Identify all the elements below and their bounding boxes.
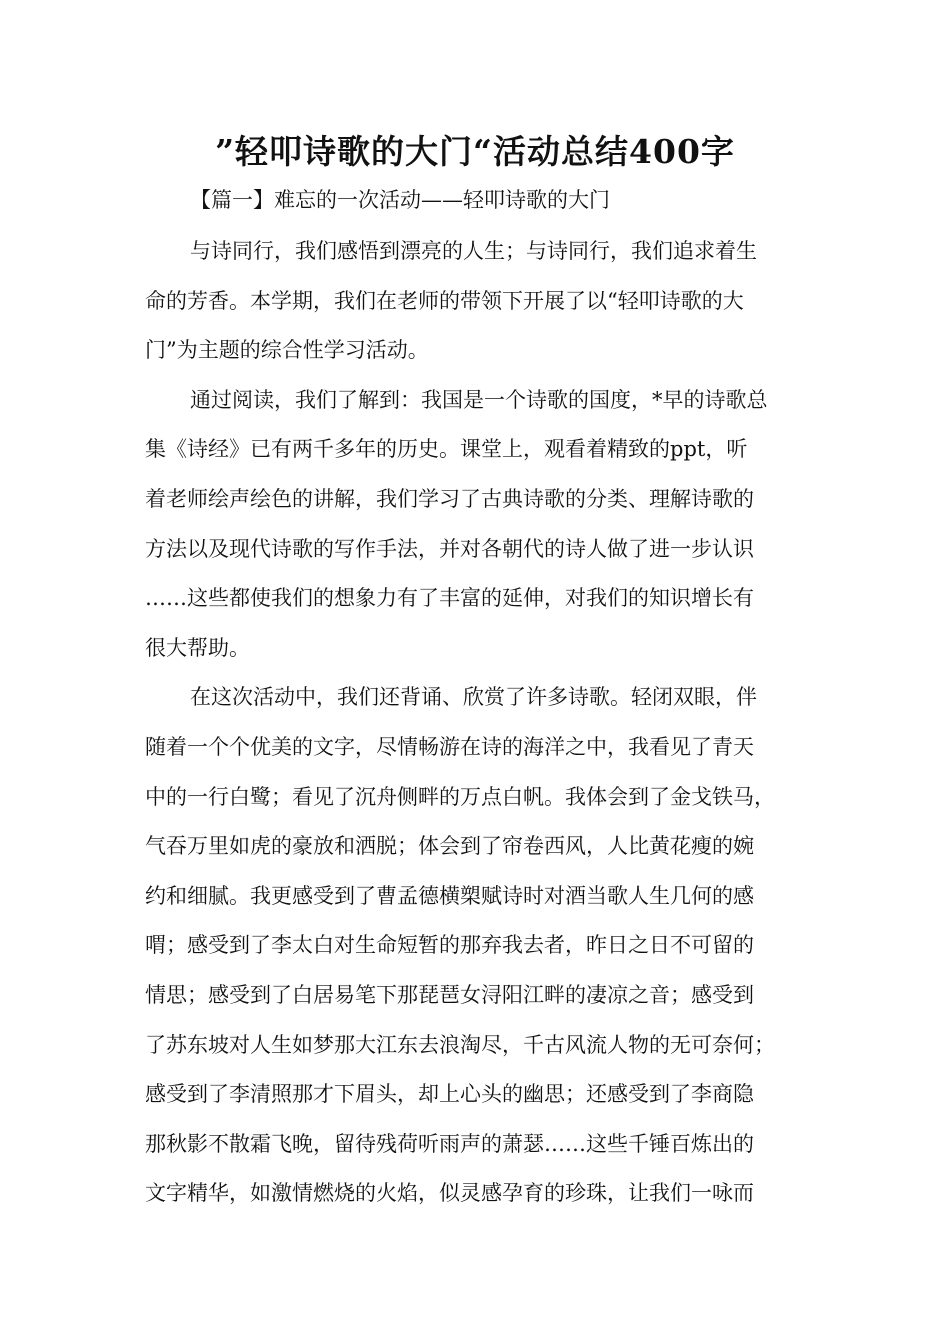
body-text-line: 喟；感受到了李太白对生命短暂的那弃我去者，昨日之日不可留的 bbox=[145, 933, 754, 958]
body-text-line: 命的芳香。本学期，我们在老师的带领下开展了以“轻叩诗歌的大 bbox=[145, 288, 744, 313]
section-heading: 【篇一】难忘的一次活动——轻叩诗歌的大门 bbox=[190, 188, 610, 212]
body-text-line: ……这些都使我们的想象力有了丰富的延伸，对我们的知识增长有 bbox=[145, 586, 754, 611]
body-text-line: 很大帮助。 bbox=[145, 635, 250, 660]
body-text-line: 在这次活动中，我们还背诵、欣赏了许多诗歌。轻闭双眼，伴 bbox=[190, 685, 757, 710]
body-text-line: 感受到了李清照那才下眉头，却上心头的幽思；还感受到了李商隐 bbox=[145, 1082, 754, 1107]
body-text-line: 门”为主题的综合性学习活动。 bbox=[145, 338, 429, 363]
body-text-line: 文字精华，如激情燃烧的火焰，似灵感孕育的珍珠，让我们一咏而 bbox=[145, 1181, 754, 1206]
body-text-line: 中的一行白鹭；看见了沉舟侧畔的万点白帆。我体会到了金戈铁马， bbox=[145, 784, 775, 809]
body-text-line: 气吞万里如虎的豪放和洒脱；体会到了帘卷西风，人比黄花瘦的婉 bbox=[145, 834, 754, 859]
body-text-line: 着老师绘声绘色的讲解，我们学习了古典诗歌的分类、理解诗歌的 bbox=[145, 486, 754, 511]
body-text-line: 那秋影不散霜飞晚，留待残荷听雨声的萧瑟……这些千锤百炼出的 bbox=[145, 1131, 754, 1156]
body-text-line: 方法以及现代诗歌的写作手法，并对各朝代的诗人做了进一步认识 bbox=[145, 536, 754, 561]
body-text-line: 随着一个个优美的文字，尽情畅游在诗的海洋之中，我看见了青天 bbox=[145, 734, 754, 759]
body-text-line: 约和细腻。我更感受到了曹孟德横槊赋诗时对酒当歌人生几何的感 bbox=[145, 883, 754, 908]
body-text-line: 集《诗经》已有两千多年的历史。课堂上，观看着精致的ppt，听 bbox=[145, 437, 748, 462]
document-title: ”轻叩诗歌的大门“活动总结400字 bbox=[215, 132, 735, 171]
body-text-line: 通过阅读，我们了解到：我国是一个诗歌的国度，*早的诗歌总 bbox=[190, 387, 768, 412]
body-text-line: 与诗同行，我们感悟到漂亮的人生；与诗同行，我们追求着生 bbox=[190, 239, 757, 263]
body-text-line: 情思；感受到了白居易笔下那琵琶女浔阳江畔的凄凉之音；感受到 bbox=[145, 982, 754, 1007]
body-text-line: 了苏东坡对人生如梦那大江东去浪淘尽，千古风流人物的无可奈何； bbox=[145, 1032, 775, 1057]
document-body bbox=[145, 234, 807, 1226]
